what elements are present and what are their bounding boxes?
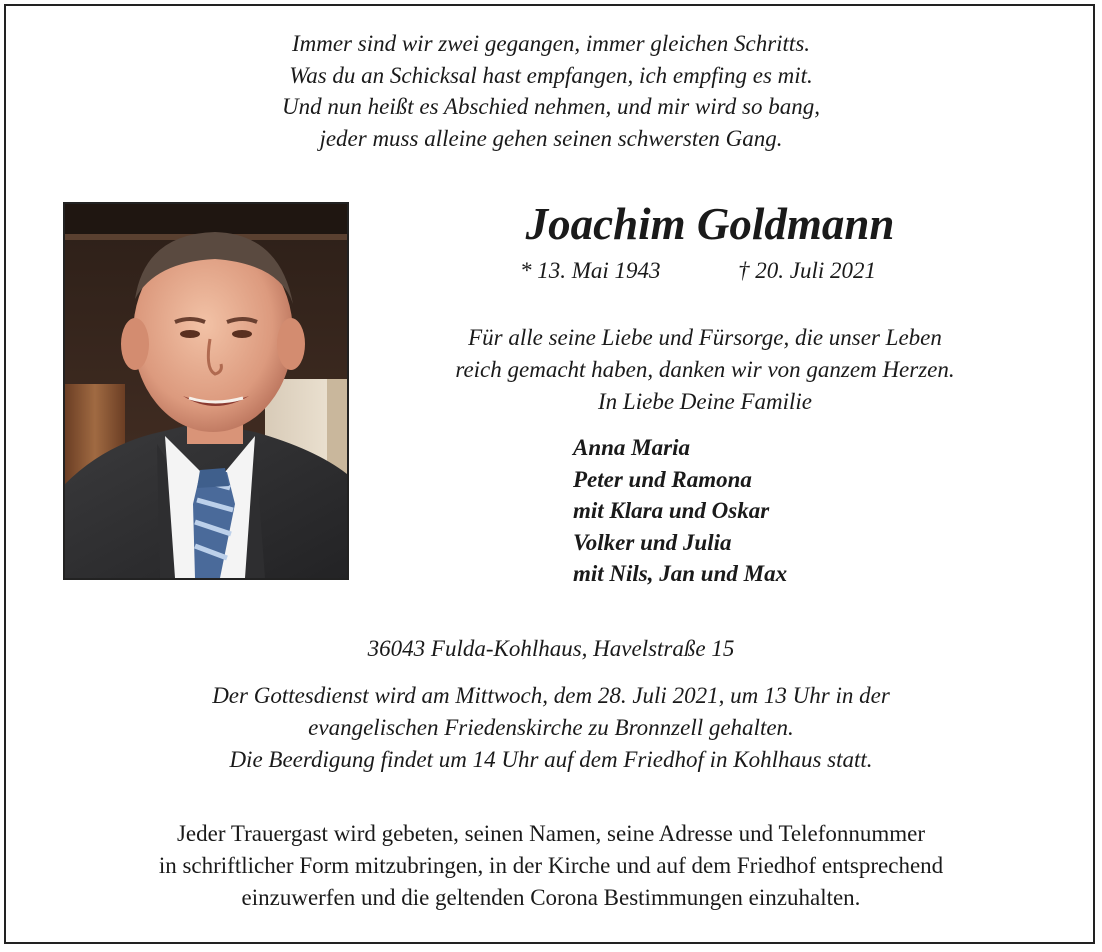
thanks-line: reich gemacht haben, danken wir von ganzem Herzen. [455,357,955,382]
deceased-name: Joachim Goldmann [525,199,895,249]
thanks-line: In Liebe Deine Familie [598,389,812,414]
notice-line: einzuwerfen und die geltenden Corona Bestimmungen einzuhalten. [241,885,861,910]
portrait-photo [63,202,349,580]
thanks-text [400,322,1010,418]
family-address: 36043 Fulda-Kohlhaus, Havelstraße 15 [367,636,735,661]
service-line: Die Beerdigung findet um 14 Uhr auf dem Friedhof in Kohlhaus statt. [229,747,873,772]
poem-line: jeder muss alleine gehen seinen schwersten Gang. [319,125,783,151]
poem-line: Und nun heißt es Abschied nehmen, und mir wird so bang, [282,94,820,119]
service-line: evangelischen Friedenskirche zu Bronnzell gehalten. [308,715,794,740]
service-line: Der Gottesdienst wird am Mittwoch, dem 28. Juli 2021, um 13 Uhr in der [212,683,890,708]
family-member: mit Nils, Jan und Max [573,561,788,586]
birth-date: * 13. Mai 1943 [520,258,661,283]
family-member: Anna Maria [573,435,690,460]
family-member: mit Klara und Oskar [573,498,770,523]
poem-line: Immer sind wir zwei gegangen, immer gleichen Schritts. [291,31,811,56]
service-info [0,680,1102,776]
family-member: Volker und Julia [573,529,732,555]
notice-line: in schriftlicher Form mitzubringen, in der Kirche und auf dem Friedhof entsprechend [158,853,944,878]
corona-notice [0,818,1102,914]
notice-line: Jeder Trauergast wird gebeten, seinen Namen, seine Adresse und Telefonnummer [176,821,926,846]
poem [0,28,1102,154]
thanks-line: Für alle seine Liebe und Fürsorge, die unser Leben [468,325,942,350]
family-list [573,432,787,590]
death-date: † 20. Juli 2021 [738,258,876,283]
family-member: Peter und Ramona [573,466,752,492]
poem-line: Was du an Schicksal hast empfangen, ich empfing es mit. [289,62,813,88]
